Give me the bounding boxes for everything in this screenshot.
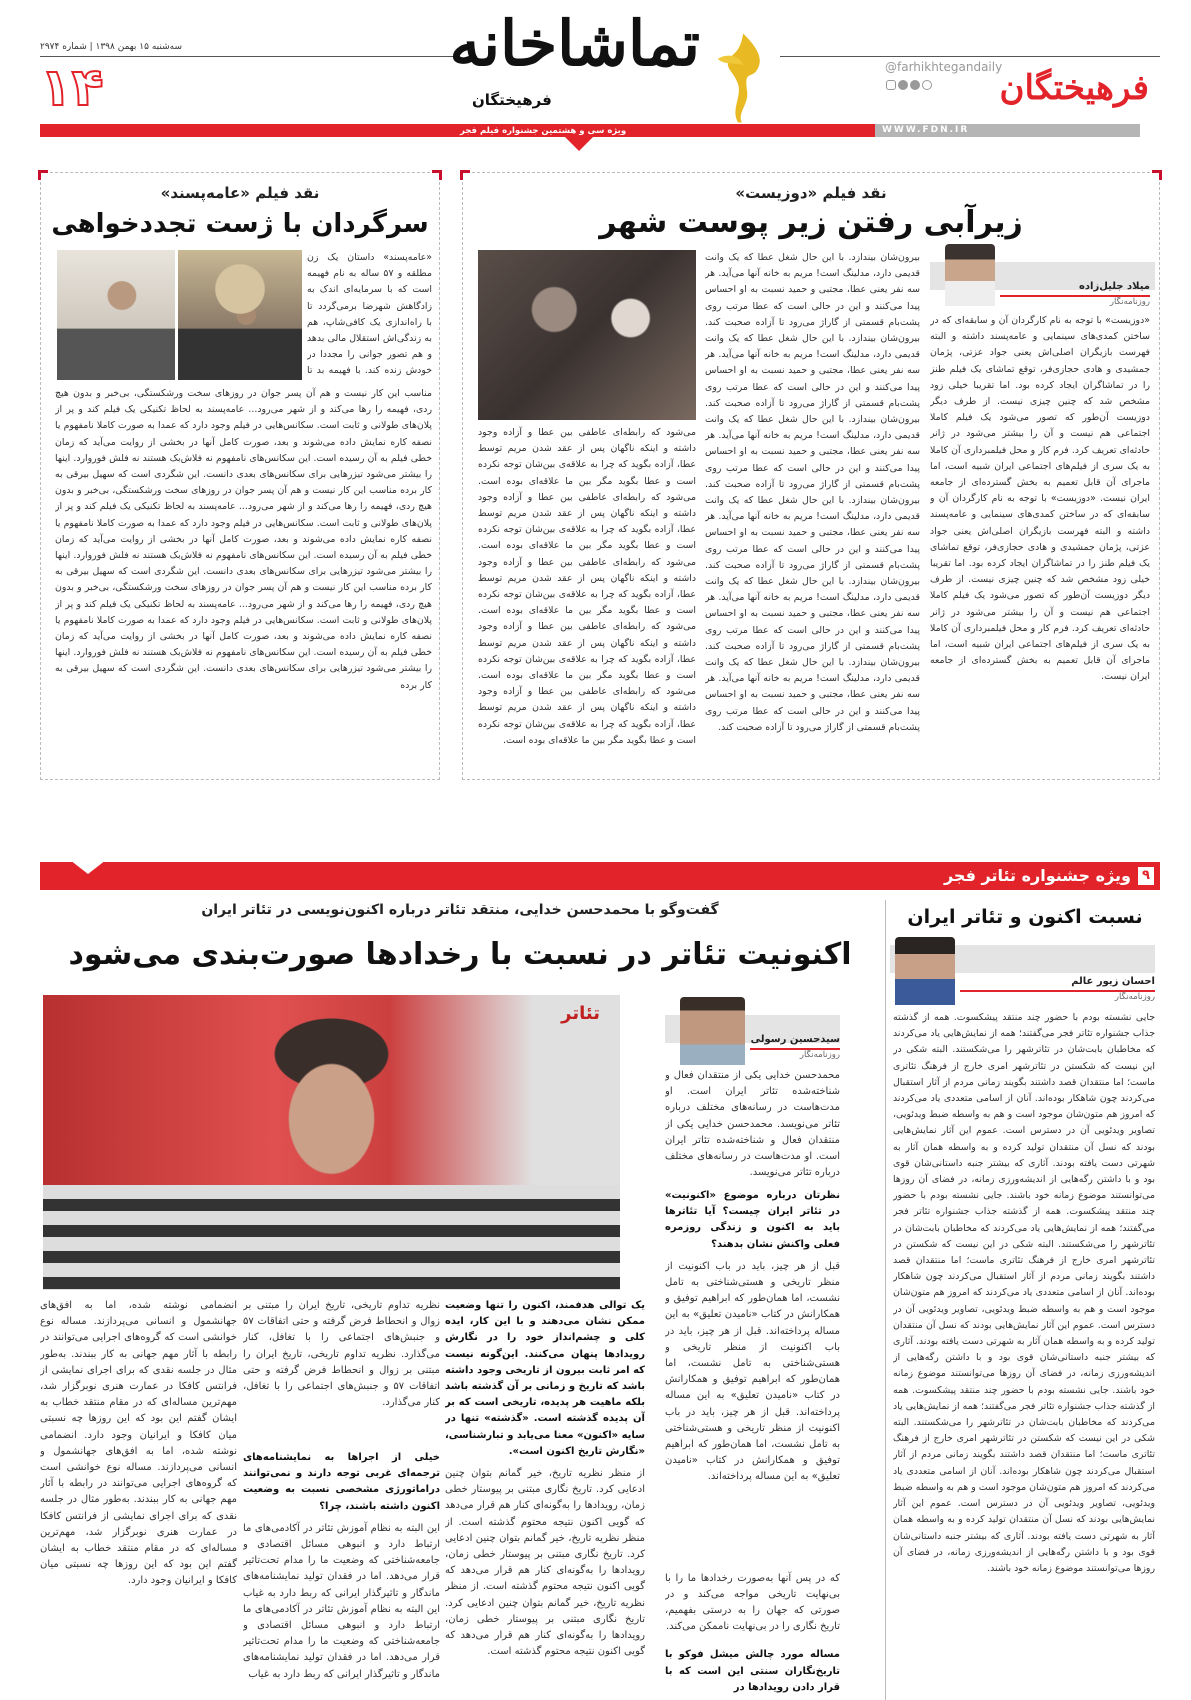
website-link[interactable]: WWW.FDN.IR bbox=[882, 125, 970, 135]
section-logo-sub: فرهیختگان bbox=[472, 91, 552, 109]
author-name: میلاد جلیل‌زاده bbox=[1000, 280, 1150, 297]
review-kicker: نقد فیلم «عامه‌پسند» bbox=[160, 184, 320, 202]
section-logo bbox=[449, 7, 700, 123]
author-name: احسان زیور عالم bbox=[960, 975, 1155, 992]
interview-question: مساله مورد چالش میشل فوکو با تاریخ‌نگاران سنتی این است که با قرار دادن رویدادها در bbox=[665, 1649, 840, 1693]
web-icon[interactable] bbox=[922, 80, 932, 90]
simorgh-statuette-icon bbox=[705, 8, 775, 148]
corner-mark bbox=[1152, 170, 1162, 180]
social-icons bbox=[886, 80, 932, 90]
band-label: ویژه جشنواره تئاتر فجر bbox=[943, 866, 1131, 885]
interview-column: از منظر نظریه تاریخ، خیر گمانم بتوان چنین ادعایی کرد. تاریخ نگاری مبتنی بر پیوستار خطی زمان، رویدادها را به‌گونه‌ای کنار هم قرار می‌دهد که گویی اکنون نتیجه محتوم گذشته است. از منظر نظریه تاریخ، خیر گمانم بتوان چنین ادعایی کرد. تاریخ نگاری مبتنی بر پیوستار خطی زمان، رویدادها را به‌گونه‌ای کنار هم قرار می‌دهد که گویی اکنون نتیجه محتوم گذشته است. از منظر نظریه تاریخ، خیر گمانم بتوان چنین ادعایی کرد. تاریخ نگاری مبتنی بر پیوستار خطی زمان، رویدادها را به‌گونه‌ای کنار هم قرار می‌دهد که گویی اکنون نتیجه محتوم گذشته است. bbox=[445, 1468, 645, 1658]
article-column: «عامه‌پسند» داستان یک زن مطلقه و ۵۷ ساله به نام فهیمه است که با سرمایه‌ای اندک به زادگاهش شهرضا برمی‌گردد تا با راه‌اندازی یک کافی‌شاپ، هم به زندگی‌اش استقلال مالی بدهد و هم تصور جوانی را مجددا در خودش زنده کند. با فهیمه بد تا bbox=[307, 252, 432, 377]
review-headline: زیرآبی رفتن زیر پوست شهر bbox=[599, 205, 1023, 240]
article-column: می‌شود که رابطه‌ای عاطفی بین عطا و آزاده وجود داشته و اینکه ناگهان پس از عقد شدن مریم توسط عطا، آزاده بگوید که چرا به علاقه‌ی بین‌شان توجه نکرده است و عطا بگوید مگر بین ما علاقه‌ای بوده است. می‌شود که رابطه‌ای عاطفی بین عطا و آزاده وجود داشته و اینکه ناگهان پس از عقد شدن مریم توسط عطا، آزاده بگوید که چرا به علاقه‌ی بین‌شان توجه نکرده است و عطا بگوید مگر بین ما علاقه‌ای بوده است. می‌شود که رابطه‌ای عاطفی بین عطا و آزاده وجود داشته و اینکه ناگهان پس از عقد شدن مریم توسط عطا، آزاده بگوید که چرا به علاقه‌ی بین‌شان توجه نکرده است و عطا بگوید مگر بین ما علاقه‌ای بوده است. می‌شود که رابطه‌ای عاطفی بین عطا و آزاده وجود داشته و اینکه ناگهان پس از عقد شدن مریم توسط عطا، آزاده بگوید که چرا به علاقه‌ی بین‌شان توجه نکرده است و عطا بگوید مگر بین ما علاقه‌ای بوده است. می‌شود که رابطه‌ای عاطفی بین عطا و آزاده وجود داشته و اینکه ناگهان پس از عقد شدن مریم توسط عطا، آزاده بگوید که چرا به علاقه‌ی بین‌شان توجه نکرده است و عطا بگوید مگر بین ما علاقه‌ای بوده است. bbox=[478, 427, 696, 746]
interview-column-right bbox=[665, 1068, 840, 1696]
corner-mark bbox=[38, 170, 48, 180]
interview-column-3 bbox=[243, 1298, 440, 1696]
interview-answer: قبل از هر چیز، باید در باب اکنونیت از منظر تاریخی و هستی‌شناختی به تامل نشست، اما همان‌طور که ابراهیم توفیق و همکارانش در کتاب «نامیدن تعلیق» به این مساله پرداخته‌اند. قبل از هر چیز، باید در باب اکنونیت از منظر تاریخی و هستی‌شناختی به تامل نشست، اما همان‌طور که ابراهیم توفیق و همکارانش در کتاب «نامیدن تعلیق» به این مساله پرداخته‌اند. قبل از هر چیز، باید در باب اکنونیت از منظر تاریخی و هستی‌شناختی به تامل نشست، اما همان‌طور که ابراهیم توفیق و همکارانش در کتاب «نامیدن تعلیق» به این مساله پرداخته‌اند. bbox=[665, 1260, 840, 1483]
interview-column-2 bbox=[445, 1298, 645, 1696]
interview-column: که در پس آنها به‌صورت رخدادها ما را با بی‌نهایت تاریخی مواجه می‌کند و در صورتی که جهان را به درستی بفهمیم، تاریخ نگاری را در بی‌نهایت ناممکن می‌کند. bbox=[665, 1572, 840, 1633]
interview-column: نظریه تداوم تاریخی، تاریخ ایران را مبتنی بر زوال و انحطاط فرض گرفته و حتی اتفاقات ۵۷ و جنبش‌های اجتماعی را با تغافل، کنار می‌گذارد. نظریه تداوم تاریخی، تاریخ ایران را مبتنی بر زوال و انحطاط فرض گرفته و حتی اتفاقات ۵۷ و جنبش‌های اجتماعی را با تغافل، کنار می‌گذارد. bbox=[243, 1300, 440, 1409]
film-still-photo bbox=[57, 250, 175, 380]
top-rule-left bbox=[40, 56, 460, 57]
interview-column: انضمامی نوشته شده، اما به افق‌های جهانشمول و انسانی می‌پردازند. مساله نوع خوانشی است که گروه‌های اجرایی می‌توانند در رابطه با آثار مهم جهانی به کار ببندند. به‌طور مثال در جلسه نقدی که برای اجرای نمایشی از فرانتس کافکا در عمارت هنری نوبرگزار شد، مهم‌ترین مساله‌ای که در مقام منتقد خطاب به ایشان گفتم این بود که این روزها چه نسبتی میان کافکا و ایرانیان وجود دارد. انضمامی نوشته شده، اما به افق‌های جهانشمول و انسانی می‌پردازند. مساله نوع خوانشی است که گروه‌های اجرایی می‌توانند در رابطه با آثار مهم جهانی به کار ببندند. به‌طور مثال در جلسه نقدی که برای اجرای نمایشی از فرانتس کافکا در عمارت هنری نوبرگزار شد، مهم‌ترین مساله‌ای که در مقام منتقد خطاب به ایشان گفتم این بود که این روزها چه نسبتی میان کافکا و ایرانیان وجود دارد. bbox=[40, 1300, 237, 1587]
sidebar-headline: نسبت اکنون و تئاتر ایران bbox=[907, 906, 1143, 928]
top-rule-right bbox=[780, 56, 1160, 57]
interview-question: خیلی از اجراها به نمایشنامه‌های ترجمه‌ای غربی توجه دارند و نمی‌توانند دراماتورژی مشخصی نسبت به وضعیت اکنون داشته باشند، چرا؟ bbox=[243, 1452, 440, 1512]
article-column: مناسب این کار نیست و هم آن پسر جوان در روزهای سخت ورشکستگی، بی‌خبر و بدون هیچ ردی، فهیمه را رها می‌کند و از شهر می‌رود... عامه‌پسند به لحاظ تکنیکی یک فیلم کند و پر از پلان‌های طولانی و ثابت است. سکانس‌هایی در فیلم وجود دارد که عمدا به صورت کاملا نامفهوم یا نصفه کاره نمایش داده می‌شوند و بعد، صورت کامل آنها در بخشی از روایت می‌آید که زمان خطی فیلم به آن رسیده است. این سکانس‌های نامفهوم نه فلاش‌بک هستند نه فلش فوروارد. اینها را بیشتر می‌شود تیزرهایی برای سکانس‌های بعدی دانست. این شگردی است که سهیل بیرقی به کار برده مناسب این کار نیست و هم آن پسر جوان در روزهای سخت ورشکستگی، بی‌خبر و بدون هیچ ردی، فهیمه را رها می‌کند و از شهر می‌رود... عامه‌پسند به لحاظ تکنیکی یک فیلم کند و پر از پلان‌های طولانی و ثابت است. سکانس‌هایی در فیلم وجود دارد که عمدا به صورت کاملا نامفهوم یا نصفه کاره نمایش داده می‌شوند و بعد، صورت کامل آنها در بخشی از روایت می‌آید که زمان خطی فیلم به آن رسیده است. این سکانس‌های نامفهوم نه فلاش‌بک هستند نه فلش فوروارد. اینها را بیشتر می‌شود تیزرهایی برای سکانس‌های بعدی دانست. این شگردی است که سهیل بیرقی به کار برده مناسب این کار نیست و هم آن پسر جوان در روزهای سخت ورشکستگی، بی‌خبر و بدون هیچ ردی، فهیمه را رها می‌کند و از شهر می‌رود... عامه‌پسند به لحاظ تکنیکی یک فیلم کند و پر از پلان‌های طولانی و ثابت است. سکانس‌هایی در فیلم وجود دارد که عمدا به صورت کاملا نامفهوم یا نصفه کاره نمایش داده می‌شوند و بعد، صورت کامل آنها در بخشی از روایت می‌آید که زمان خطی فیلم به آن رسیده است. این سکانس‌های نامفهوم نه فلاش‌بک هستند نه فلش فوروارد. اینها را بیشتر می‌شود تیزرهایی برای سکانس‌های بعدی دانست. این شگردی است که سهیل بیرقی به کار برده bbox=[55, 388, 432, 691]
author-photo bbox=[680, 997, 745, 1065]
backdrop-text: تئاتر bbox=[561, 1003, 600, 1024]
review-headline: سرگردان با ژست تجددخواهی bbox=[51, 209, 429, 239]
section-logo-text: تماشاخانه bbox=[449, 7, 700, 80]
film-still-photo bbox=[178, 250, 302, 380]
interview-bold-passage: یک توالی هدفمند، اکنون را تنها وضعیت ممکن نشان می‌دهند و با این کار، ایده کلی و چشم‌انداز خود را در نگارش رویدادها پنهان می‌کنند. این‌گونه نیست که امر ثابت بیرون از تاریخی وجود داشته باشد که تاریخ و زمانی بر آن گذشته باشد بلکه ماهیت هر پدیده، تاریخی است که بر آن پدیده گذشته است. «گذشته» تنها در سایه «اکنون» معنا می‌یابد و تبارشناسی، «نگارش تاریخ اکنون است». bbox=[445, 1300, 645, 1457]
corner-mark bbox=[460, 170, 470, 180]
article-column: «دوزیست» با توجه به نام کارگردان آن و سابقه‌ای که در ساختن کمدی‌های سینمایی و عامه‌پسند داشته و البته فهرست بازیگران اصلی‌اش یعنی جواد عزتی، پژمان جمشیدی و هادی حجازی‌فر، توقع تماشای یک فیلم طنز را در تماشاگران ایجاد کرده بود. اما تقریبا خیلی زود مشخص شد که چنین چیزی نیست. از طرف دیگر دوزیست آن‌طور که تصور می‌شود یک فیلم کاملا اجتماعی هم نیست و آن را بیشتر می‌شود در ژانر حادثه‌ای تعریف کرد. فرم کار و محل فیلمبرداری آن کاملا به یک سری از فیلم‌های اجتماعی ایران شبیه است، اما ماجرای آن قابل تعمیم به بخش گسترده‌ای از جامعه ایران نیست. «دوزیست» با توجه به نام کارگردان آن و سابقه‌ای که در ساختن کمدی‌های سینمایی و عامه‌پسند داشته و البته فهرست بازیگران اصلی‌اش یعنی جواد عزتی، پژمان جمشیدی و هادی حجازی‌فر، توقع تماشای یک فیلم طنز را در تماشاگران ایجاد کرده بود. اما تقریبا خیلی زود مشخص شد که چنین چیزی نیست. از طرف دیگر دوزیست آن‌طور که تصور می‌شود یک فیلم کاملا اجتماعی هم نیست و آن را بیشتر می‌شود در ژانر حادثه‌ای تعریف کرد. فرم کار و محل فیلمبرداری آن کاملا به یک سری از فیلم‌های اجتماعی ایران شبیه است، اما ماجرای آن قابل تعمیم به بخش گسترده‌ای از جامعه ایران نیست. bbox=[930, 315, 1150, 683]
review-kicker: نقد فیلم «دوزیست» bbox=[735, 184, 887, 202]
author-role: روزنامه‌نگار bbox=[799, 1050, 840, 1060]
social-handle[interactable]: @farhikhtegandaily bbox=[885, 60, 1003, 74]
author-name: سیدحسین رسولی bbox=[750, 1033, 840, 1050]
instagram-icon[interactable] bbox=[886, 80, 896, 90]
twitter-icon[interactable] bbox=[910, 80, 920, 90]
corner-mark bbox=[432, 170, 442, 180]
article-column: جایی نشسته بودم با حضور چند منتقد پیشکسوت. همه از گذشته جذاب جشنواره تئاتر فجر می‌گفتند؛ همه از نمایش‌هایی یاد می‌کردند که مخاطبان بابت‌شان در تئاترشهر را می‌شکستند. البته شکی در این نیست که شکستن در تئاترشهر امری خارج از فرهنگ تئاتری ماست؛ اما منتقدان قصد داشتند بگویند زمانی مردم از آثار استقبال می‌کردند چون شاهکار بوده‌اند. آنان از اسامی متعددی یاد می‌کردند که امروز هم متون‌شان موجود است و هم به واسطه ضبط ویدئویی، تصاویر ویدئویی آن در دسترس است. عموم این آثار نمایش‌هایی بودند که نسل آن منتقدان تولید کرده و به واسطه همان آثار به شهرتی دست یافته بودند. آثاری که بیشتر جنبه داستانی‌شان قوی بود و با داشتن رگه‌هایی از اندیشه‌ورزی زمانه، در فضای آن روزها می‌توانستند موضوع زمانه خود باشند. جایی نشسته بودم با حضور چند منتقد پیشکسوت. همه از گذشته جذاب جشنواره تئاتر فجر می‌گفتند؛ همه از نمایش‌هایی یاد می‌کردند که مخاطبان بابت‌شان در تئاترشهر را می‌شکستند. البته شکی در این نیست که شکستن در تئاترشهر امری خارج از فرهنگ تئاتری ماست؛ اما منتقدان قصد داشتند بگویند زمانی مردم از آثار استقبال می‌کردند چون شاهکار بوده‌اند. آنان از اسامی متعددی یاد می‌کردند که امروز هم متون‌شان موجود است و هم به واسطه ضبط ویدئویی، تصاویر ویدئویی آن در دسترس است. عموم این آثار نمایش‌هایی بودند که نسل آن منتقدان تولید کرده و به واسطه همان آثار به شهرتی دست یافته بودند. آثاری که بیشتر جنبه داستانی‌شان قوی بود و با داشتن رگه‌هایی از اندیشه‌ورزی زمانه، در فضای آن روزها می‌توانستند موضوع زمانه خود باشند. جایی نشسته بودم با حضور چند منتقد پیشکسوت. همه از گذشته جذاب جشنواره تئاتر فجر می‌گفتند؛ همه از نمایش‌هایی یاد می‌کردند که مخاطبان بابت‌شان در تئاترشهر را می‌شکستند. البته شکی در این نیست که شکستن در تئاترشهر امری خارج از فرهنگ تئاتری ماست؛ اما منتقدان قصد داشتند بگویند زمانی مردم از آثار استقبال می‌کردند چون شاهکار بوده‌اند. آنان از اسامی متعددی یاد می‌کردند که امروز هم متون‌شان موجود است و هم به واسطه ضبط ویدئویی، تصاویر ویدئویی آن در دسترس است. عموم این آثار نمایش‌هایی بودند که نسل آن منتقدان تولید کرده و به واسطه همان آثار به شهرتی دست یافته بودند. آثاری که بیشتر جنبه داستانی‌شان قوی بود و با داشتن رگه‌هایی از اندیشه‌ورزی زمانه، در فضای آن روزها می‌توانستند موضوع زمانه خود باشند. bbox=[893, 1012, 1155, 1574]
page-number: ۱۴ bbox=[40, 58, 104, 118]
interview-intro: محمدحسن خدایی یکی از منتقدان فعال و شناخته‌شده تئاتر ایران است. او مدت‌هاست در رسانه‌های مختلف درباره تئاتر می‌نویسد. محمدحسن خدایی یکی از منتقدان فعال و شناخته‌شده تئاتر ایران است. او مدت‌هاست در رسانه‌های مختلف درباره تئاتر می‌نویسد. bbox=[665, 1070, 840, 1179]
film-still-photo bbox=[478, 250, 696, 420]
interviewee-photo bbox=[43, 995, 620, 1290]
author-role: روزنامه‌نگار bbox=[1114, 992, 1155, 1002]
interview-question: نظرتان درباره موضوع «اکنونیت» در تئاتر ایران چیست؟ آیا تئاترها باید به اکنون و زندگی روزمره فعلی واکنش نشان بدهند؟ bbox=[665, 1190, 840, 1250]
interview-subtitle: گفت‌وگو با محمدحسن خدایی، منتقد تئاتر درباره اکنون‌نویسی در تئاتر ایران bbox=[201, 902, 719, 918]
festival-tagline: ویژه سی و هشتمین جشنواره فیلم فجر bbox=[460, 126, 627, 136]
paper-logo: فرهیختگان bbox=[999, 68, 1149, 108]
author-photo bbox=[945, 244, 995, 306]
band-number-badge: ۹ bbox=[1138, 867, 1154, 885]
interview-headline: اکنونیت تئاتر در نسبت با رخدادها صورت‌بندی می‌شود bbox=[68, 937, 852, 972]
band-notch bbox=[70, 860, 106, 874]
author-photo bbox=[895, 937, 955, 1005]
interview-answer: این البته به نظام آموزش تئاتر در آکادمی‌های ما ارتباط دارد و انبوهی مسائل اقتصادی و جامعه‌شناختی که وضعیت ما را مدام تحت‌تاثیر قرار می‌دهد. اما در فقدان تولید نمایشنامه‌های ماندگار و تاثیرگذار ایرانی که ربط دارد به غیاب این البته به نظام آموزش تئاتر در آکادمی‌های ما ارتباط دارد و انبوهی مسائل اقتصادی و جامعه‌شناختی که وضعیت ما را مدام تحت‌تاثیر قرار می‌دهد. اما در فقدان تولید نمایشنامه‌های ماندگار و تاثیرگذار ایرانی که ربط دارد به غیاب bbox=[243, 1522, 440, 1680]
article-column: بیرون‌شان بیندازد. با این حال شغل عطا که یک وانت قدیمی دارد، مدلینگ است! مریم به خانه آنها می‌آید. هر سه نفر یعنی عطا، مجتبی و حمید نسبت به او احساس پیدا می‌کنند و این در حالی است که عطا مرتب روی پشت‌بام قسمتی از گاراژ می‌رود تا آزاده صحبت کند. بیرون‌شان بیندازد. با این حال شغل عطا که یک وانت قدیمی دارد، مدلینگ است! مریم به خانه آنها می‌آید. هر سه نفر یعنی عطا، مجتبی و حمید نسبت به او احساس پیدا می‌کنند و این در حالی است که عطا مرتب روی پشت‌بام قسمتی از گاراژ می‌رود تا آزاده صحبت کند. بیرون‌شان بیندازد. با این حال شغل عطا که یک وانت قدیمی دارد، مدلینگ است! مریم به خانه آنها می‌آید. هر سه نفر یعنی عطا، مجتبی و حمید نسبت به او احساس پیدا می‌کنند و این در حالی است که عطا مرتب روی پشت‌بام قسمتی از گاراژ می‌رود تا آزاده صحبت کند. بیرون‌شان بیندازد. با این حال شغل عطا که یک وانت قدیمی دارد، مدلینگ است! مریم به خانه آنها می‌آید. هر سه نفر یعنی عطا، مجتبی و حمید نسبت به او احساس پیدا می‌کنند و این در حالی است که عطا مرتب روی پشت‌بام قسمتی از گاراژ می‌رود تا آزاده صحبت کند. بیرون‌شان بیندازد. با این حال شغل عطا که یک وانت قدیمی دارد، مدلینگ است! مریم به خانه آنها می‌آید. هر سه نفر یعنی عطا، مجتبی و حمید نسبت به او احساس پیدا می‌کنند و این در حالی است که عطا مرتب روی پشت‌بام قسمتی از گاراژ می‌رود تا آزاده صحبت کند. بیرون‌شان بیندازد. با این حال شغل عطا که یک وانت قدیمی دارد، مدلینگ است! مریم به خانه آنها می‌آید. هر سه نفر یعنی عطا، مجتبی و حمید نسبت به او احساس پیدا می‌کنند و این در حالی است که عطا مرتب روی پشت‌بام قسمتی از گاراژ می‌رود تا آزاده صحبت کند. bbox=[705, 252, 920, 733]
author-role: روزنامه‌نگار bbox=[1109, 297, 1150, 307]
telegram-icon[interactable] bbox=[898, 80, 908, 90]
sidebar-divider bbox=[885, 900, 886, 1700]
masthead bbox=[0, 0, 1191, 150]
date-issue: سه‌شنبه ۱۵ بهمن ۱۳۹۸ | شماره ۲۹۷۴ bbox=[40, 42, 182, 52]
red-bar-notch bbox=[565, 137, 593, 151]
